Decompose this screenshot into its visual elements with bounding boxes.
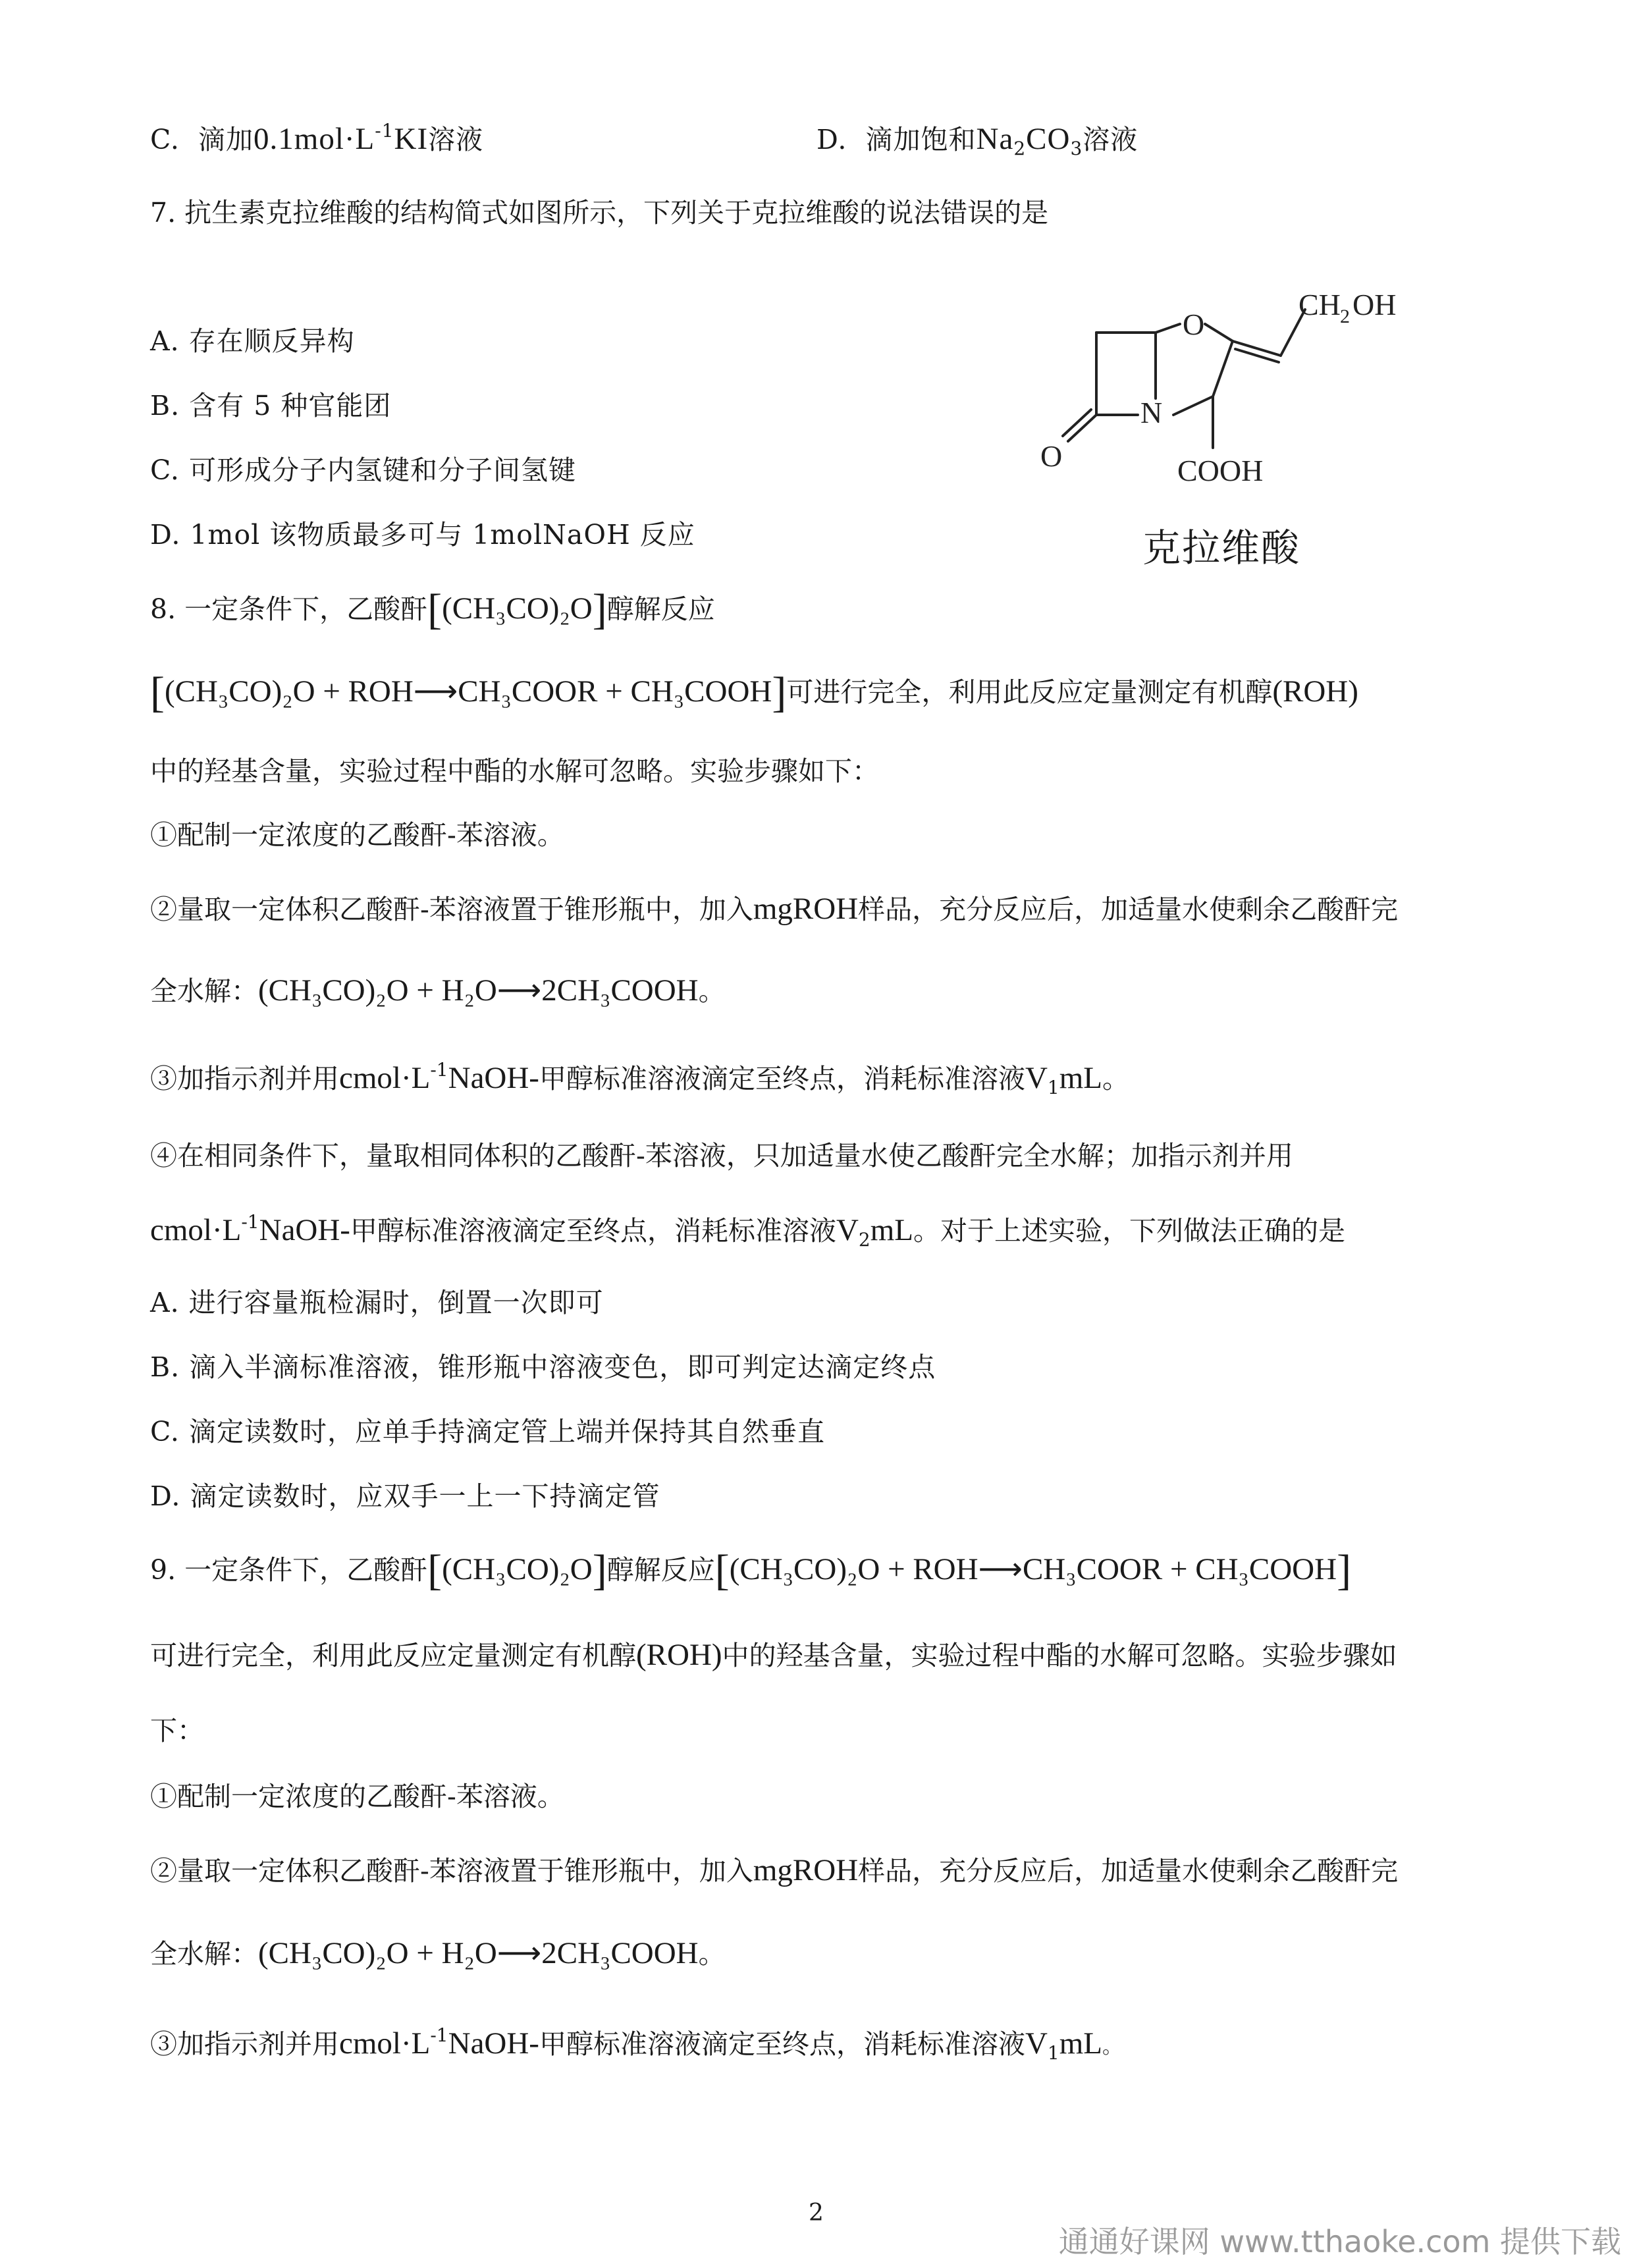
q9-reaction-rhs: CH₃COOR + CH₃COOH — [1022, 1552, 1337, 1586]
q8-reaction-tail: 可进行完全，利用此反应定量测定有机醇 — [786, 676, 1273, 708]
q9-step2-c: 全水解： — [150, 1938, 258, 1970]
q9-reaction-lhs: (CH₃CO)₂O + ROH — [729, 1552, 978, 1586]
q7-option-c: C. 可形成分子内氢键和分子间氢键 — [150, 454, 576, 486]
q8-period: 。 — [698, 975, 726, 1007]
q9-line2-b: 中的羟基含量，实验过程中酯的水解可忽略。实验步骤如 — [722, 1640, 1397, 1671]
bracket-left: [ — [150, 668, 165, 716]
page-number: 2 — [809, 2200, 824, 2227]
q6-option-d-text: 滴加饱和 — [865, 124, 977, 155]
q7-option-d: D. 1mol 该物质最多可与 1molNaOH 反应 — [150, 519, 695, 551]
q8-step3-conc: cmol·L — [339, 1061, 431, 1095]
q8-option-d: D. 滴定读数时，应双手一上一下持滴定管 — [150, 1480, 660, 1512]
q9-step2-b: 样品，充分反应后，加适量水使剩余乙酸酐完 — [858, 1855, 1399, 1887]
q8-roh: (ROH) — [1272, 674, 1358, 709]
q9-step3-v-sub: 1 — [1047, 2042, 1059, 2064]
q9-hydrolysis-rhs: 2CH₃COOH — [541, 1936, 699, 1970]
q8-step2-a: ②量取一定体积乙酸酐-苯溶液置于锥形瓶中，加入 — [150, 894, 753, 925]
carbonyl-oxygen-label: O — [1040, 439, 1063, 473]
q8-step4-v-sub: 2 — [858, 1229, 870, 1251]
q9-anhydride-formula: (CH₃CO)₂O — [442, 1552, 593, 1586]
q9-step2 — [150, 1852, 1398, 1889]
q8-step2-b: 样品，充分反应后，加适量水使剩余乙酸酐完 — [858, 894, 1399, 925]
q6-option-c-ki: KI — [394, 122, 429, 156]
q8-step3-ml: mL — [1059, 1061, 1103, 1095]
q6-option-d-na: Na — [976, 122, 1014, 156]
q8-stem-b: 醇解反应 — [606, 593, 715, 625]
q9-step3-sup: -1 — [430, 2024, 448, 2046]
q8-step2-mass: mgROH — [753, 892, 859, 926]
q8-stem-a: 8. 一定条件下，乙酸酐 — [150, 593, 428, 625]
q8-step4-line2 — [150, 1212, 1345, 1249]
q9-line2-a: 可进行完全，利用此反应定量测定有机醇 — [150, 1640, 636, 1671]
q6-option-c-label: C. — [150, 124, 180, 155]
q6-option-c — [150, 121, 483, 158]
q8-stem-line1 — [150, 585, 715, 634]
q7-stem: 7. 抗生素克拉维酸的结构简式如图所示，下列关于克拉维酸的说法错误的是 — [150, 197, 1049, 229]
bond-ring-bottom — [1173, 396, 1213, 415]
bracket-right: ] — [592, 1546, 607, 1594]
q9-stem-b: 醇解反应 — [606, 1554, 715, 1586]
q8-step3-naoh: NaOH- — [448, 1061, 539, 1095]
reaction-arrow-icon: ⟶ — [496, 1935, 542, 1971]
q6-option-c-sup: -1 — [375, 120, 394, 142]
q9-stem-a: 9. 一定条件下，乙酸酐 — [150, 1554, 428, 1586]
q8-hydrolysis-lhs: (CH₃CO)₂O + H₂O — [258, 973, 497, 1008]
ring-nitrogen-label: N — [1140, 396, 1163, 429]
bond-ring-o-right — [1205, 324, 1233, 341]
q8-step3-v-sub: 1 — [1047, 1077, 1059, 1098]
q8-option-b: B. 滴入半滴标准溶液，锥形瓶中溶液变色，即可判定达滴定终点 — [150, 1351, 936, 1383]
q8-reaction-line — [150, 668, 1358, 716]
bond-exo-double-2 — [1235, 349, 1279, 362]
q8-step3-v: V — [1025, 1061, 1048, 1095]
q8-hydrolysis-rhs: 2CH₃COOH — [541, 973, 699, 1008]
q9-step3-naoh: NaOH- — [448, 2026, 539, 2061]
q9-step3-v: V — [1025, 2026, 1048, 2061]
q6-option-d — [816, 121, 1138, 158]
q9-step3-conc: cmol·L — [339, 2026, 431, 2061]
q8-step4-a: ④在相同条件下，量取相同体积的乙酸酐-苯溶液，只加适量水使乙酸酐完全水解；加指示剂并用 — [150, 1140, 1293, 1172]
q9-step2-mass: mgROH — [753, 1853, 859, 1887]
q9-line2 — [150, 1636, 1397, 1674]
q6-option-d-sub1: 2 — [1013, 138, 1027, 159]
watermark: 通通好课网 www.tthaoke.com 提供下载 — [1058, 2224, 1621, 2259]
q8-step3-a: ③加指示剂并用 — [150, 1063, 339, 1094]
clavulanic-acid-structure — [1027, 283, 1435, 520]
q9-step1: ①配制一定浓度的乙酸酐-苯溶液。 — [150, 1781, 564, 1812]
q9-hydrolysis — [150, 1935, 726, 1972]
q8-step4-ml: mL — [870, 1213, 914, 1247]
q8-step4-v: V — [836, 1213, 859, 1247]
q9-roh: (ROH) — [636, 1638, 722, 1672]
q6-option-d-co: CO — [1026, 122, 1071, 156]
q6-option-c-concentration: 0.1mol·L — [254, 122, 375, 156]
q8-step4-c: 。对于上述实验，下列做法正确的是 — [913, 1215, 1346, 1247]
q9-hydrolysis-lhs: (CH₃CO)₂O + H₂O — [258, 1936, 497, 1970]
q8-line3: 中的羟基含量，实验过程中酯的水解可忽略。实验步骤如下： — [150, 755, 879, 787]
q9-step3-period: 。 — [1102, 2036, 1123, 2059]
q8-reaction-lhs: (CH₃CO)₂O + ROH — [164, 674, 414, 709]
reaction-arrow-icon: ⟶ — [496, 972, 542, 1008]
q8-step3-b: 甲醇标准溶液滴定至终点，消耗标准溶液 — [539, 1063, 1025, 1094]
q6-option-d-sub2: 3 — [1070, 138, 1083, 159]
q9-step2-a: ②量取一定体积乙酸酐-苯溶液置于锥形瓶中，加入 — [150, 1855, 753, 1887]
q8-step4-sup: -1 — [241, 1211, 259, 1233]
q8-hydrolysis — [150, 972, 726, 1010]
reaction-arrow-icon: ⟶ — [413, 673, 458, 709]
q6-option-d-label: D. — [816, 124, 847, 155]
q8-option-c: C. 滴定读数时，应单手持滴定管上端并保持其自然垂直 — [150, 1416, 825, 1447]
bracket-left: [ — [427, 1546, 442, 1594]
q8-step2-c: 全水解： — [150, 975, 258, 1007]
q7-option-b: B. 含有 5 种官能团 — [150, 390, 392, 421]
q6-option-c-tail: 溶液 — [428, 124, 484, 155]
ch2oh-label-b: OH — [1352, 288, 1397, 321]
q8-reaction-rhs: CH₃COOR + CH₃COOH — [458, 674, 772, 709]
q9-step3-ml: mL — [1059, 2026, 1103, 2061]
q9-step3-a: ③加指示剂并用 — [150, 2028, 339, 2060]
bond-ring-o-left — [1156, 324, 1180, 333]
q6-option-c-text: 滴加 — [198, 124, 254, 155]
q8-step3-sup: -1 — [430, 1059, 448, 1081]
q8-step2 — [150, 890, 1398, 928]
ch2oh-label-a: CH — [1298, 288, 1341, 321]
figure-caption: 克拉维酸 — [1142, 526, 1301, 570]
q8-step3-period: 。 — [1102, 1063, 1130, 1094]
bond-exo-double-1 — [1233, 341, 1281, 356]
bracket-left: [ — [427, 585, 442, 634]
q8-anhydride-formula: (CH₃CO)₂O — [442, 591, 593, 626]
q7-option-a: A. 存在顺反异构 — [150, 325, 355, 357]
bracket-right: ] — [772, 668, 787, 716]
bond-ring-right — [1213, 341, 1233, 396]
q6-option-d-tail: 溶液 — [1083, 124, 1138, 155]
q8-step4-b: 甲醇标准溶液滴定至终点，消耗标准溶液 — [350, 1215, 836, 1247]
q9-step3 — [150, 2025, 1122, 2066]
ch2oh-label-sub: 2 — [1340, 306, 1350, 327]
q8-option-a: A. 进行容量瓶检漏时，倒置一次即可 — [150, 1287, 604, 1318]
bracket-left: [ — [714, 1546, 730, 1594]
q8-step1: ①配制一定浓度的乙酸酐-苯溶液。 — [150, 819, 564, 851]
q8-step3 — [150, 1060, 1129, 1097]
q9-step3-b: 甲醇标准溶液滴定至终点，消耗标准溶液 — [539, 2028, 1025, 2060]
q9-line3: 下： — [150, 1715, 204, 1746]
ring-oxygen-label: O — [1183, 308, 1205, 341]
q8-step4-naoh: NaOH- — [259, 1213, 350, 1247]
cooh-label: COOH — [1177, 454, 1264, 487]
q9-stem-line1 — [150, 1546, 1352, 1594]
bracket-right: ] — [1337, 1546, 1352, 1594]
q9-period: 。 — [698, 1938, 726, 1970]
reaction-arrow-icon: ⟶ — [978, 1551, 1023, 1587]
bracket-right: ] — [592, 585, 607, 634]
q8-step4-conc: cmol·L — [150, 1213, 242, 1247]
